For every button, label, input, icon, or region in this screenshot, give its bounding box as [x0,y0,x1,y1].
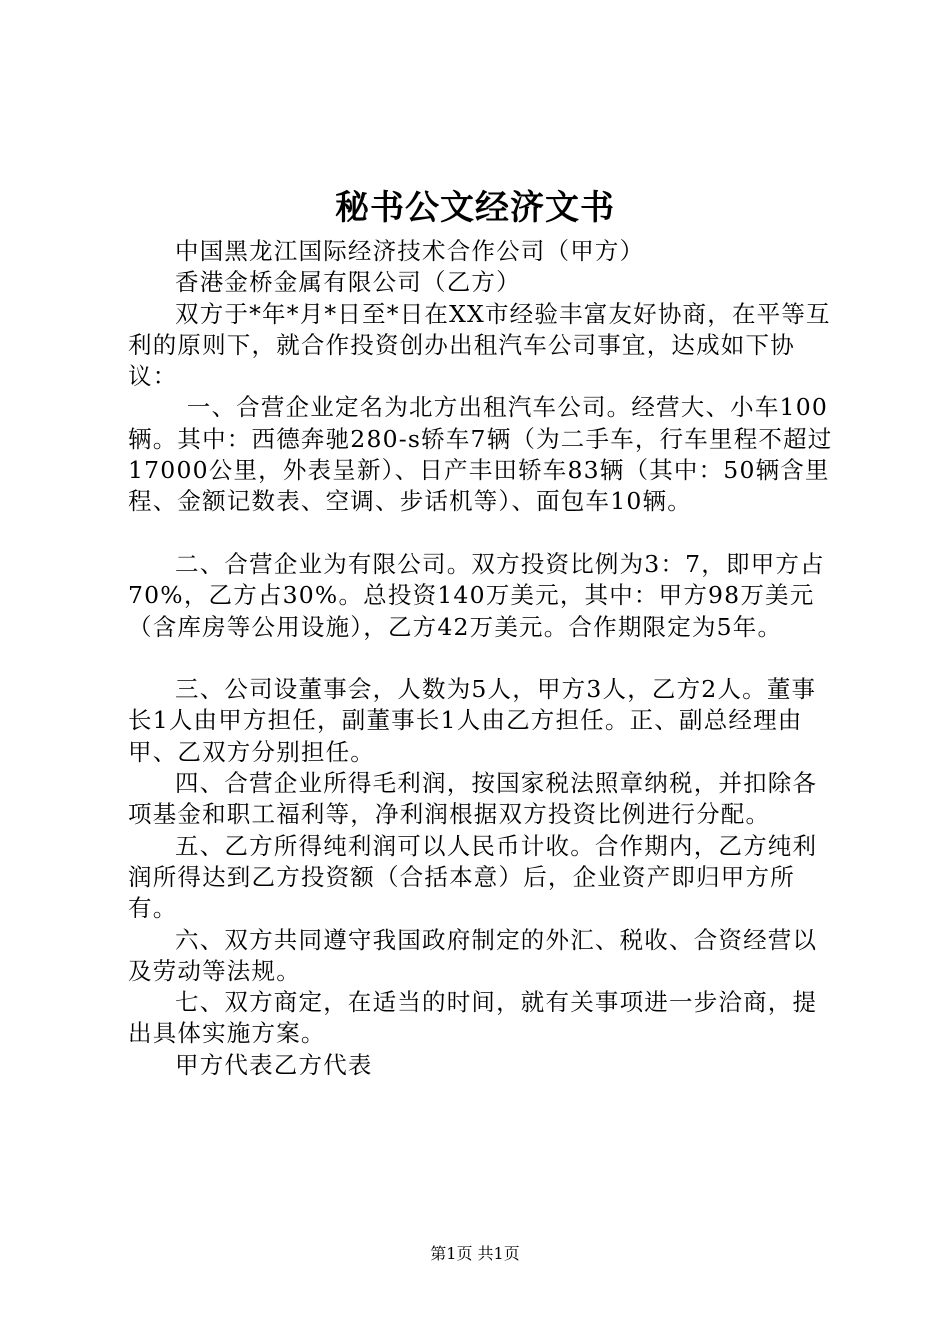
clause-1-paragraph: 一、合营企业定名为北方出租汽车公司。经营大、小车100辆。其中：西德奔驰280-s轿车7辆（为二手车，行车里程不超过17000公里，外表呈新）、日产丰田轿车83辆（其中：50辆含里程、金额记数表、空调、步话机等）、面包车10辆。 [128,393,833,516]
clause-4-paragraph: 四、合营企业所得毛利润，按国家税法照章纳税，并扣除各项基金和职工福利等，净利润根据双方投资比例进行分配。 [128,769,818,829]
clause-6-paragraph: 六、双方共同遵守我国政府制定的外汇、税收、合资经营以及劳动等法规。 [128,925,818,985]
party-b-line: 香港金桥金属有限公司（乙方） [175,268,521,297]
clause-7-paragraph: 七、双方商定，在适当的时间，就有关事项进一步洽商，提出具体实施方案。 [128,988,818,1048]
signature-line: 甲方代表乙方代表 [175,1050,373,1079]
clause-5-paragraph: 五、乙方所得纯利润可以人民币计收。合作期内，乙方纯利润所得达到乙方投资额（合括本意）后，企业资产即归甲方所有。 [128,831,818,923]
clause-3-paragraph: 三、公司设董事会，人数为5人，甲方3人，乙方2人。董事长1人由甲方担任，副董事长1人由乙方担任。正、副总经理由甲、乙双方分别担任。 [128,675,817,766]
party-a-line: 中国黑龙江国际经济技术合作公司（甲方） [175,237,645,265]
document-title: 秘书公文经济文书 [335,188,615,228]
clause-2-paragraph: 二、合营企业为有限公司。双方投资比例为3：7，即甲方占70%，乙方占30%。总投资140万美元，其中：甲方98万美元（含库房等公用设施），乙方42万美元。合作期限定为5年。 [128,549,825,641]
page-footer: 第1页 共1页 [430,1244,520,1263]
preamble-paragraph: 双方于*年*月*日至*日在XX市经验丰富友好协商，在平等互利的原则下，就合作投资创办出租汽车公司事宜，达成如下协议： [128,299,831,391]
document-body [128,236,840,1081]
